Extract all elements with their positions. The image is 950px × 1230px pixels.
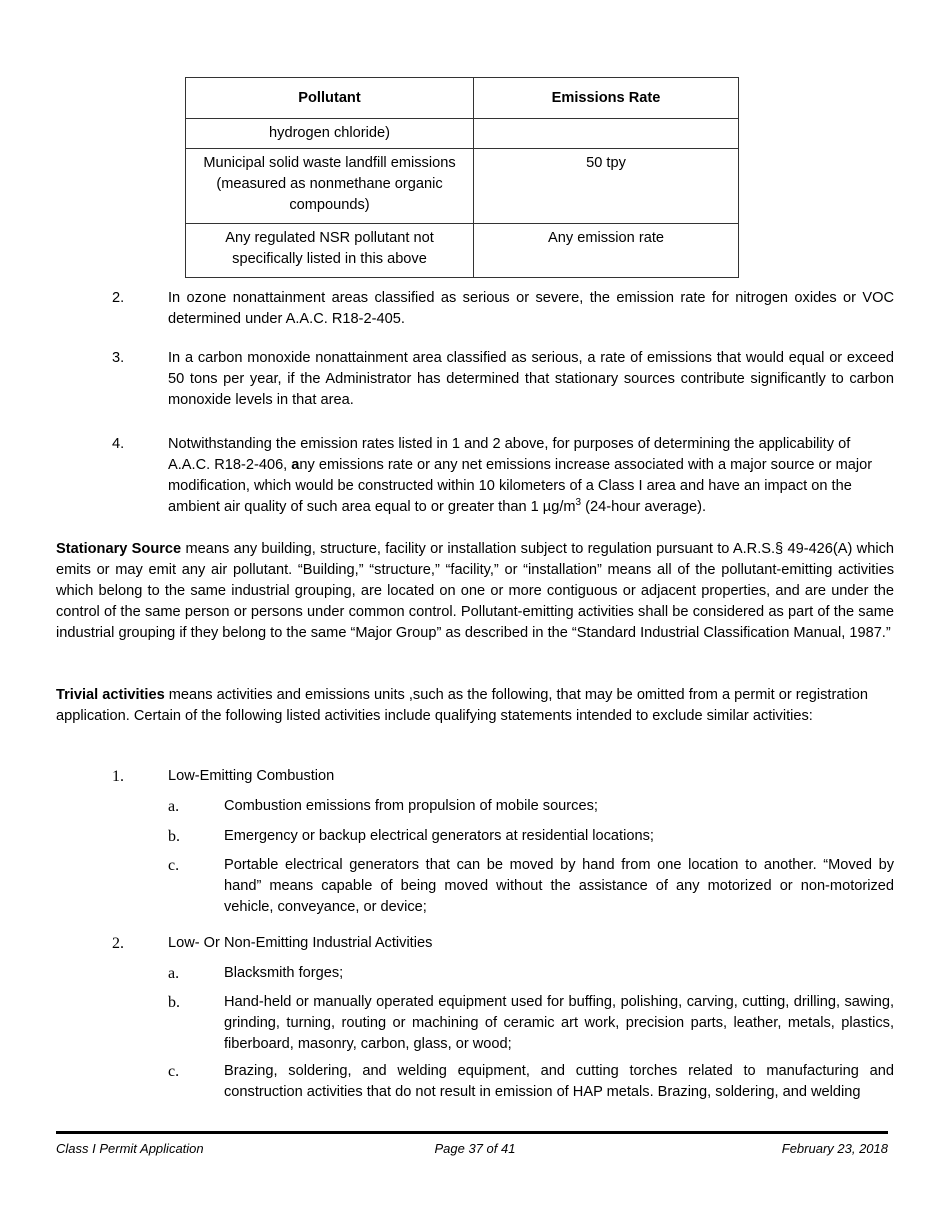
list-number: 1. bbox=[112, 768, 124, 785]
table-header-row bbox=[186, 78, 739, 119]
sub-list-text: Emergency or backup electrical generators at residential locations; bbox=[224, 828, 654, 844]
definition-stationary-source bbox=[56, 539, 894, 644]
footer-date: February 23, 2018 bbox=[781, 1141, 888, 1156]
emissions-table bbox=[185, 77, 739, 278]
sub-list-text: Blacksmith forges; bbox=[224, 965, 344, 981]
superscript: 3 bbox=[575, 497, 582, 509]
definition-trivial-activities bbox=[56, 685, 894, 727]
table-cell bbox=[474, 119, 739, 149]
table-row bbox=[186, 119, 739, 149]
sub-list-letter: c. bbox=[168, 1063, 180, 1080]
sub-list-text: Brazing, soldering, and welding equipment, and cutting torches related to manufacturing and construction activities that do not result in emission of HAP metals. Brazing, soldering, and welding bbox=[224, 1063, 894, 1100]
numbered-item-4 bbox=[112, 434, 894, 518]
numbered-item-3 bbox=[112, 348, 894, 411]
list-heading: Low- Or Non-Emitting Industrial Activities bbox=[168, 935, 433, 951]
table-row bbox=[186, 149, 739, 224]
definition-term: Stationary Source bbox=[56, 541, 182, 557]
table-cell: Any emission rate bbox=[474, 224, 739, 278]
sub-list-item bbox=[168, 796, 894, 817]
sub-list-item bbox=[168, 855, 894, 918]
table-cell: hydrogen chloride) bbox=[186, 119, 474, 149]
footer-page-number: Page 37 of 41 bbox=[434, 1141, 516, 1156]
sub-list-letter: b. bbox=[168, 994, 180, 1011]
item-text-bold: a bbox=[291, 457, 300, 473]
item-text-part: Notwithstanding the emission rates listed in 1 and 2 above, for purposes of determining the applicability of A.A.C. R18-2-406, bbox=[168, 436, 851, 473]
table-header-emissions-rate: Emissions Rate bbox=[474, 78, 739, 119]
sub-list-item bbox=[168, 1061, 894, 1103]
item-text: In ozone nonattainment areas classified as serious or severe, the emission rate for nitrogen oxides or VOC determined under A.A.C. R18-2-405. bbox=[168, 290, 894, 327]
sub-list-item bbox=[168, 963, 894, 984]
item-number: 4. bbox=[112, 436, 125, 452]
item-text-part: (24-hour average). bbox=[581, 499, 707, 515]
table-cell: Municipal solid waste landfill emissions (measured as nonmethane organic compounds) bbox=[186, 149, 474, 224]
item-number: 2. bbox=[112, 290, 125, 306]
item-text-part: ny emissions rate or any net emissions increase associated with a major source or major modification, which would be constructed within 10 kilometers of a Class I area and have an impact on the ambient air quality of such area equal to or greater than 1 µg/m bbox=[168, 457, 873, 515]
sub-list-text: Hand-held or manually operated equipment used for buffing, polishing, carving, cutting, drilling, sawing, grinding, turning, routing or machining of ceramic art work, precision parts, leather, metals, plastics, fiberboard, masonry, carbon, glass, or wood; bbox=[224, 994, 894, 1052]
footer-divider bbox=[56, 1131, 888, 1134]
table-cell: 50 tpy bbox=[474, 149, 739, 224]
sub-list-text: Portable electrical generators that can be moved by hand from one location to another. “Moved by hand” means capable of being moved without the assistance of any motorized or non-motorized vehicle, conveyance, or device; bbox=[224, 857, 894, 915]
item-number: 3. bbox=[112, 350, 125, 366]
list-item bbox=[112, 766, 894, 787]
definition-text: means any building, structure, facility or installation subject to regulation pursuant to A.R.S.§ 49-426(A) which emits or may emit any air pollutant. “Building,” “structure,” “facility,” or “installation” means all of the pollutant-emitting activities which belong to the same industrial grouping, are located on one or more contiguous or adjacent properties, and are under the control of the same person or persons under common control. Pollutant-emitting activities shall be considered as part of the same industrial grouping if they belong to the same “Major Group” as described in the “Standard Industrial Classification Manual, 1987.” bbox=[56, 541, 894, 641]
item-text: In a carbon monoxide nonattainment area classified as serious, a rate of emissions that would equal or exceed 50 tons per year, if the Administrator has determined that stationary sources contribute significantly to carbon monoxide levels in that area. bbox=[168, 350, 894, 408]
sub-list-item bbox=[168, 826, 894, 847]
sub-list-letter: a. bbox=[168, 965, 180, 982]
sub-list-letter: c. bbox=[168, 857, 180, 874]
sub-list-letter: a. bbox=[168, 798, 180, 815]
item-text bbox=[168, 434, 894, 518]
sub-list-item bbox=[168, 992, 894, 1055]
list-item bbox=[112, 933, 894, 954]
definition-text: means activities and emissions units ,such as the following, that may be omitted from a permit or registration application. Certain of the following listed activities include qualifying statements intended to exclude similar activities: bbox=[56, 687, 868, 724]
table-row bbox=[186, 224, 739, 278]
sub-list-letter: b. bbox=[168, 828, 180, 845]
table-cell: Any regulated NSR pollutant not specifically listed in this above bbox=[186, 224, 474, 278]
sub-list-text: Combustion emissions from propulsion of mobile sources; bbox=[224, 798, 598, 814]
footer-document-title: Class I Permit Application bbox=[56, 1141, 204, 1156]
list-heading: Low-Emitting Combustion bbox=[168, 768, 335, 784]
numbered-item-2 bbox=[112, 288, 894, 330]
table-header-pollutant: Pollutant bbox=[186, 78, 474, 119]
list-number: 2. bbox=[112, 935, 124, 952]
definition-term: Trivial activities bbox=[56, 687, 165, 703]
